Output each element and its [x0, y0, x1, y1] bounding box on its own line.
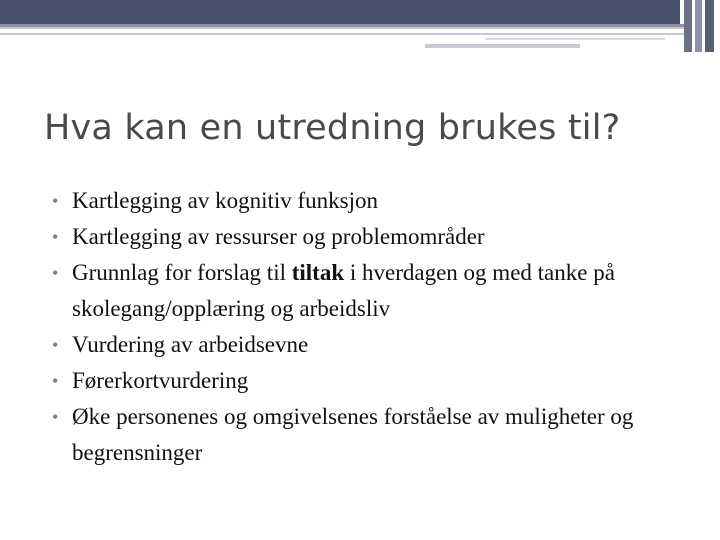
header-corner-decoration: [680, 0, 720, 52]
bullet-icon: •: [52, 191, 59, 211]
bullet-item: [50, 327, 710, 363]
header-stripe: [0, 33, 690, 35]
header-accent-stripe: [425, 44, 580, 48]
bullet-item: [50, 255, 710, 327]
bullet-item: [50, 219, 710, 255]
bold-keyword: tiltak: [291, 260, 345, 285]
bullet-icon: •: [52, 335, 59, 355]
header-stripe: [0, 27, 690, 29]
bullet-text: Kartlegging av kognitiv funksjon: [72, 188, 378, 213]
bullet-text: Kartlegging av ressurser og problemområder: [72, 224, 485, 249]
bullet-list: [50, 183, 710, 471]
bullet-text: Øke personenes og omgivelsenes forståelse av muligheter og begrensninger: [72, 404, 634, 465]
decorative-header-bar: [0, 0, 720, 52]
bullet-icon: •: [52, 407, 59, 427]
bullet-icon: •: [52, 227, 59, 247]
bullet-icon: •: [52, 263, 59, 283]
slide-title: Hva kan en utredning brukes til?: [44, 108, 621, 148]
bullet-text: Vurdering av arbeidsevne: [72, 332, 309, 357]
bullet-icon: •: [52, 371, 59, 391]
bullet-text: Grunnlag for forslag til tiltak i hverdagen og med tanke på skolegang/opplæring og arbeidsliv: [72, 260, 615, 321]
bullet-text: Førerkortvurdering: [72, 368, 249, 393]
bullet-item: [50, 183, 710, 219]
header-accent-stripe: [485, 38, 665, 40]
bullet-item: [50, 363, 710, 399]
bullet-item: [50, 399, 710, 471]
header-band: [0, 0, 680, 24]
